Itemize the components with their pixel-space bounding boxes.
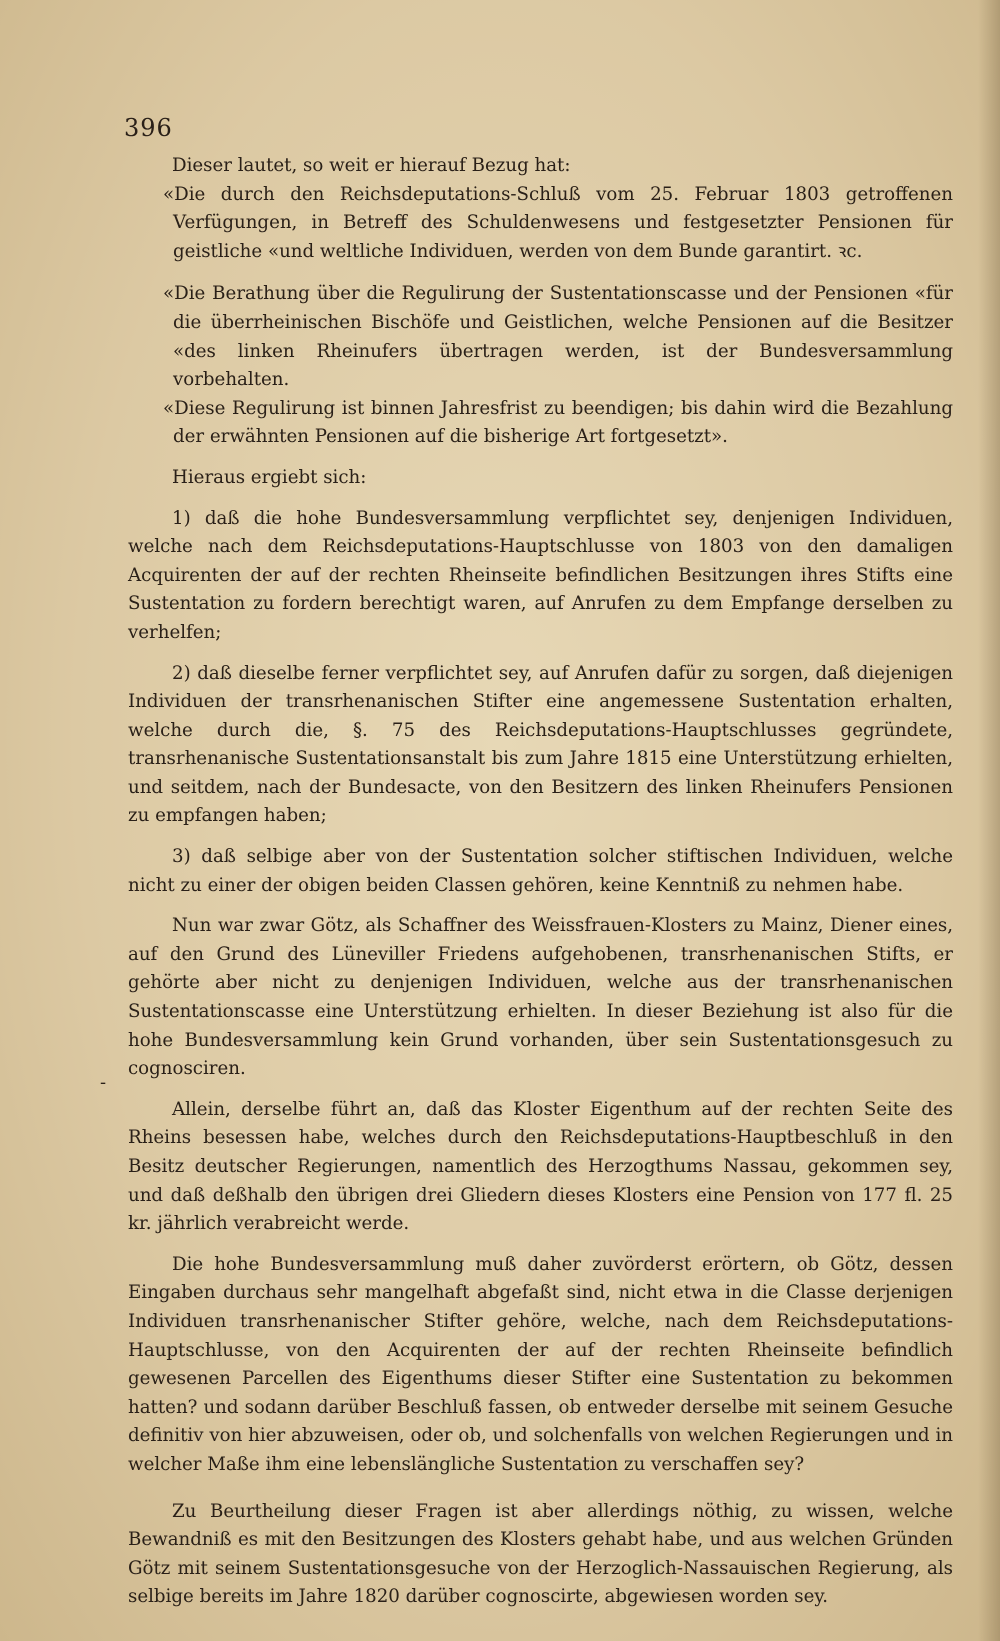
list-item: 1) daß die hohe Bundesversammlung verpflichtet sey, denjenigen Individuen, welche nach dem Reichsdeputations-Hauptschlusse von 1803 von den damaligen Acquirenten der auf der rechten Rheinseite befindlichen Besitzungen ihres Stifts eine Sustentation zu fordern berechtigt waren, auf Anrufen zu dem Empfange derselben zu verhelfen; (128, 507, 953, 643)
quote-paragraph: «Diese Regulirung ist binnen Jahresfrist zu beendigen; bis dahin wird die Bezahlung der erwähnten Pensionen auf die bisherige Art fortgesetzt». (163, 397, 953, 448)
page-number: 396 (124, 114, 173, 142)
paragraph: Zu Beurtheilung dieser Fragen ist aber allerdings nöthig, zu wissen, welche Bewandniß es mit den Besitzungen des Klosters gehabt habe, und aus welchen Gründen Götz mit seinem Sustentationsgesuche von der Herzoglich-Nassauischen Regierung, als selbige bereits im Jahre 1820 darüber cognoscirte, abgewiesen worden sey. (128, 1500, 953, 1608)
paragraph: Allein, derselbe führt an, daß das Kloster Eigenthum auf der rechten Seite des Rheins besessen habe, welches durch den Reichsdeputations-Hauptbeschluß in den Besitz deutscher Regierungen, namentlich des Herzogthums Nassau, gekommen sey, und daß deßhalb den übrigen drei Gliedern dieses Klosters eine Pension von 177 fl. 25 kr. jährlich verabreicht werde. (128, 1098, 953, 1235)
margin-mark: - (100, 1072, 107, 1093)
quote-paragraph: «Die Berathung über die Regulirung der Sustentationscasse und der Pensionen «für die überrheinischen Bischöfe und Geistlichen, welche Pensionen auf die Besitzer «des linken Rheinufers übertragen werden, ist der Bundesversammlung vorbehalten. (163, 283, 953, 391)
intro-paragraph: Dieser lautet, so weit er hierauf Bezug hat: (172, 155, 571, 176)
list-item: 2) daß dieselbe ferner verpflichtet sey, auf Anrufen dafür zu sorgen, daß diejenigen Individuen der transrhenanischen Stifter eine angemessene Sustentation erhalten, welche durch die, §. 75 des Reichsdeputations-Hauptschlusses gegründete, transrhenanische Sustentationsanstalt bis zum Jahre 1815 eine Unterstützung erhielten, und seitdem, nach der Bundesacte, von den Besitzern des linken Rheinufers Pensionen zu empfangen haben; (128, 662, 953, 827)
quote-paragraph: «Die durch den Reichsdeputations-Schluß vom 25. Februar 1803 getroffenen Verfügungen, in Betreff des Schuldenwesens und festgesetzter Pensionen für geistliche «und weltliche Individuen, werden von dem Bunde garantirt. ꝛc. (163, 183, 953, 262)
body-text (128, 152, 953, 1612)
paragraph: Nun war zwar Götz, als Schaffner des Weissfrauen-Klosters zu Mainz, Diener eines, auf den Grund des Lüneviller Friedens aufgehobenen, transrhenanischen Stifts, er gehörte aber nicht zu denjenigen Individuen, welche aus der transrhenanischen Sustentationscasse eine Unterstützung erhielten. In dieser Beziehung ist also für die hohe Bundesversammlung kein Grund vorhanden, über sein Sustentationsgesuch zu cognosciren. (128, 915, 953, 1080)
paragraph: Die hohe Bundesversammlung muß daher zuvörderst erörtern, ob Götz, dessen Eingaben durchaus sehr mangelhaft abgefaßt sind, nicht etwa in die Classe derjenigen Individuen transrhenanischer Stifter gehöre, welche, nach dem Reichsdeputations-Hauptschlusse, von den Acquirenten der auf der rechten Rheinseite befindlich gewesenen Parcellen des Eigenthums dieser Stifter eine Sustentation zu bekommen hatten? und sodann darüber Beschluß fassen, ob entweder derselbe mit seinem Gesuche definitiv von hier abzuweisen, oder ob, und solchenfalls von welchen Regierungen und in welcher Maße ihm eine lebenslängliche Sustentation zu verschaffen sey? (128, 1253, 953, 1475)
list-item: 3) daß selbige aber von der Sustentation solcher stiftischen Individuen, welche nicht zu einer der obigen beiden Classen gehören, keine Kenntniß zu nehmen habe. (128, 846, 953, 896)
page-edge-shadow (978, 0, 1000, 1641)
paragraph-hieraus: Hieraus ergiebt sich: (172, 466, 367, 488)
